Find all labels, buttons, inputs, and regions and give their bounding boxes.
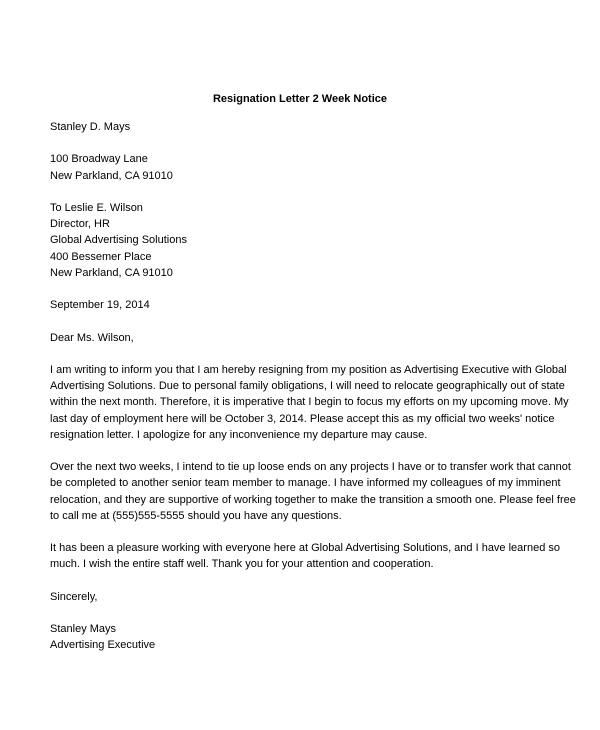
closing-block <box>50 589 570 605</box>
paragraph-line: relocation, and they are supportive of working together to make the transition a smooth one. Please feel free <box>50 493 576 506</box>
signature-name: Stanley Mays <box>50 623 117 636</box>
paragraph-line: It has been a pleasure working with everyone here at Global Advertising Solutions, and I have learned so <box>50 542 560 555</box>
paragraph-2 <box>50 459 576 524</box>
closing: Sincerely, <box>50 590 98 603</box>
paragraph-line: Over the next two weeks, I intend to tie up loose ends on any projects I have or to transfer work that cannot <box>50 461 571 474</box>
recipient-to-line: To Leslie E. Wilson <box>50 201 143 214</box>
letter-body <box>50 119 576 654</box>
letter-title: Resignation Letter 2 Week Notice <box>212 93 387 105</box>
salutation: Dear Ms. Wilson, <box>50 331 134 344</box>
paragraph-line: Advertising Solutions. Due to personal family obligations, I will need to relocate geographically out of state <box>50 380 565 393</box>
salutation-block <box>50 330 570 346</box>
paragraph-3 <box>50 540 570 572</box>
paragraph-line: resignation letter. I apologize for any inconvenience my departure may cause. <box>50 428 428 441</box>
paragraph-line: within the next month. Therefore, it is imperative that I begin to focus my efforts on my upcoming move. My <box>50 396 569 409</box>
recipient-company: Global Advertising Solutions <box>50 234 187 247</box>
letter-date: September 19, 2014 <box>50 299 150 312</box>
sender-name-block <box>50 119 570 135</box>
signature-block <box>50 621 570 653</box>
paragraph-line: much. I wish the entire staff well. Thank you for your attention and cooperation. <box>50 558 434 571</box>
paragraph-line: I am writing to inform you that I am hereby resigning from my position as Advertising Executive with Global <box>50 363 567 376</box>
date-block <box>50 297 570 313</box>
recipient-address-line-2: New Parkland, CA 91010 <box>50 266 173 279</box>
recipient-block <box>50 200 570 281</box>
recipient-address-line-1: 400 Bessemer Place <box>50 250 152 263</box>
recipient-title: Director, HR <box>50 218 110 231</box>
sender-address-line-2: New Parkland, CA 91010 <box>50 169 173 182</box>
paragraph-line: last day of employment here will be October 3, 2014. Please accept this as my official two weeks' notice <box>50 412 555 425</box>
paragraph-1 <box>50 362 570 443</box>
sender-name: Stanley D. Mays <box>50 121 131 133</box>
paragraph-line: to call me at (555)555-5555 should you have any questions. <box>50 509 342 522</box>
sender-address-line-1: 100 Broadway Lane <box>50 153 148 166</box>
paragraph-line: be completed to another senior team member to manage. I have informed my colleagues of my imminent <box>50 477 561 490</box>
sender-address <box>50 151 570 183</box>
signature-title: Advertising Executive <box>50 639 156 652</box>
